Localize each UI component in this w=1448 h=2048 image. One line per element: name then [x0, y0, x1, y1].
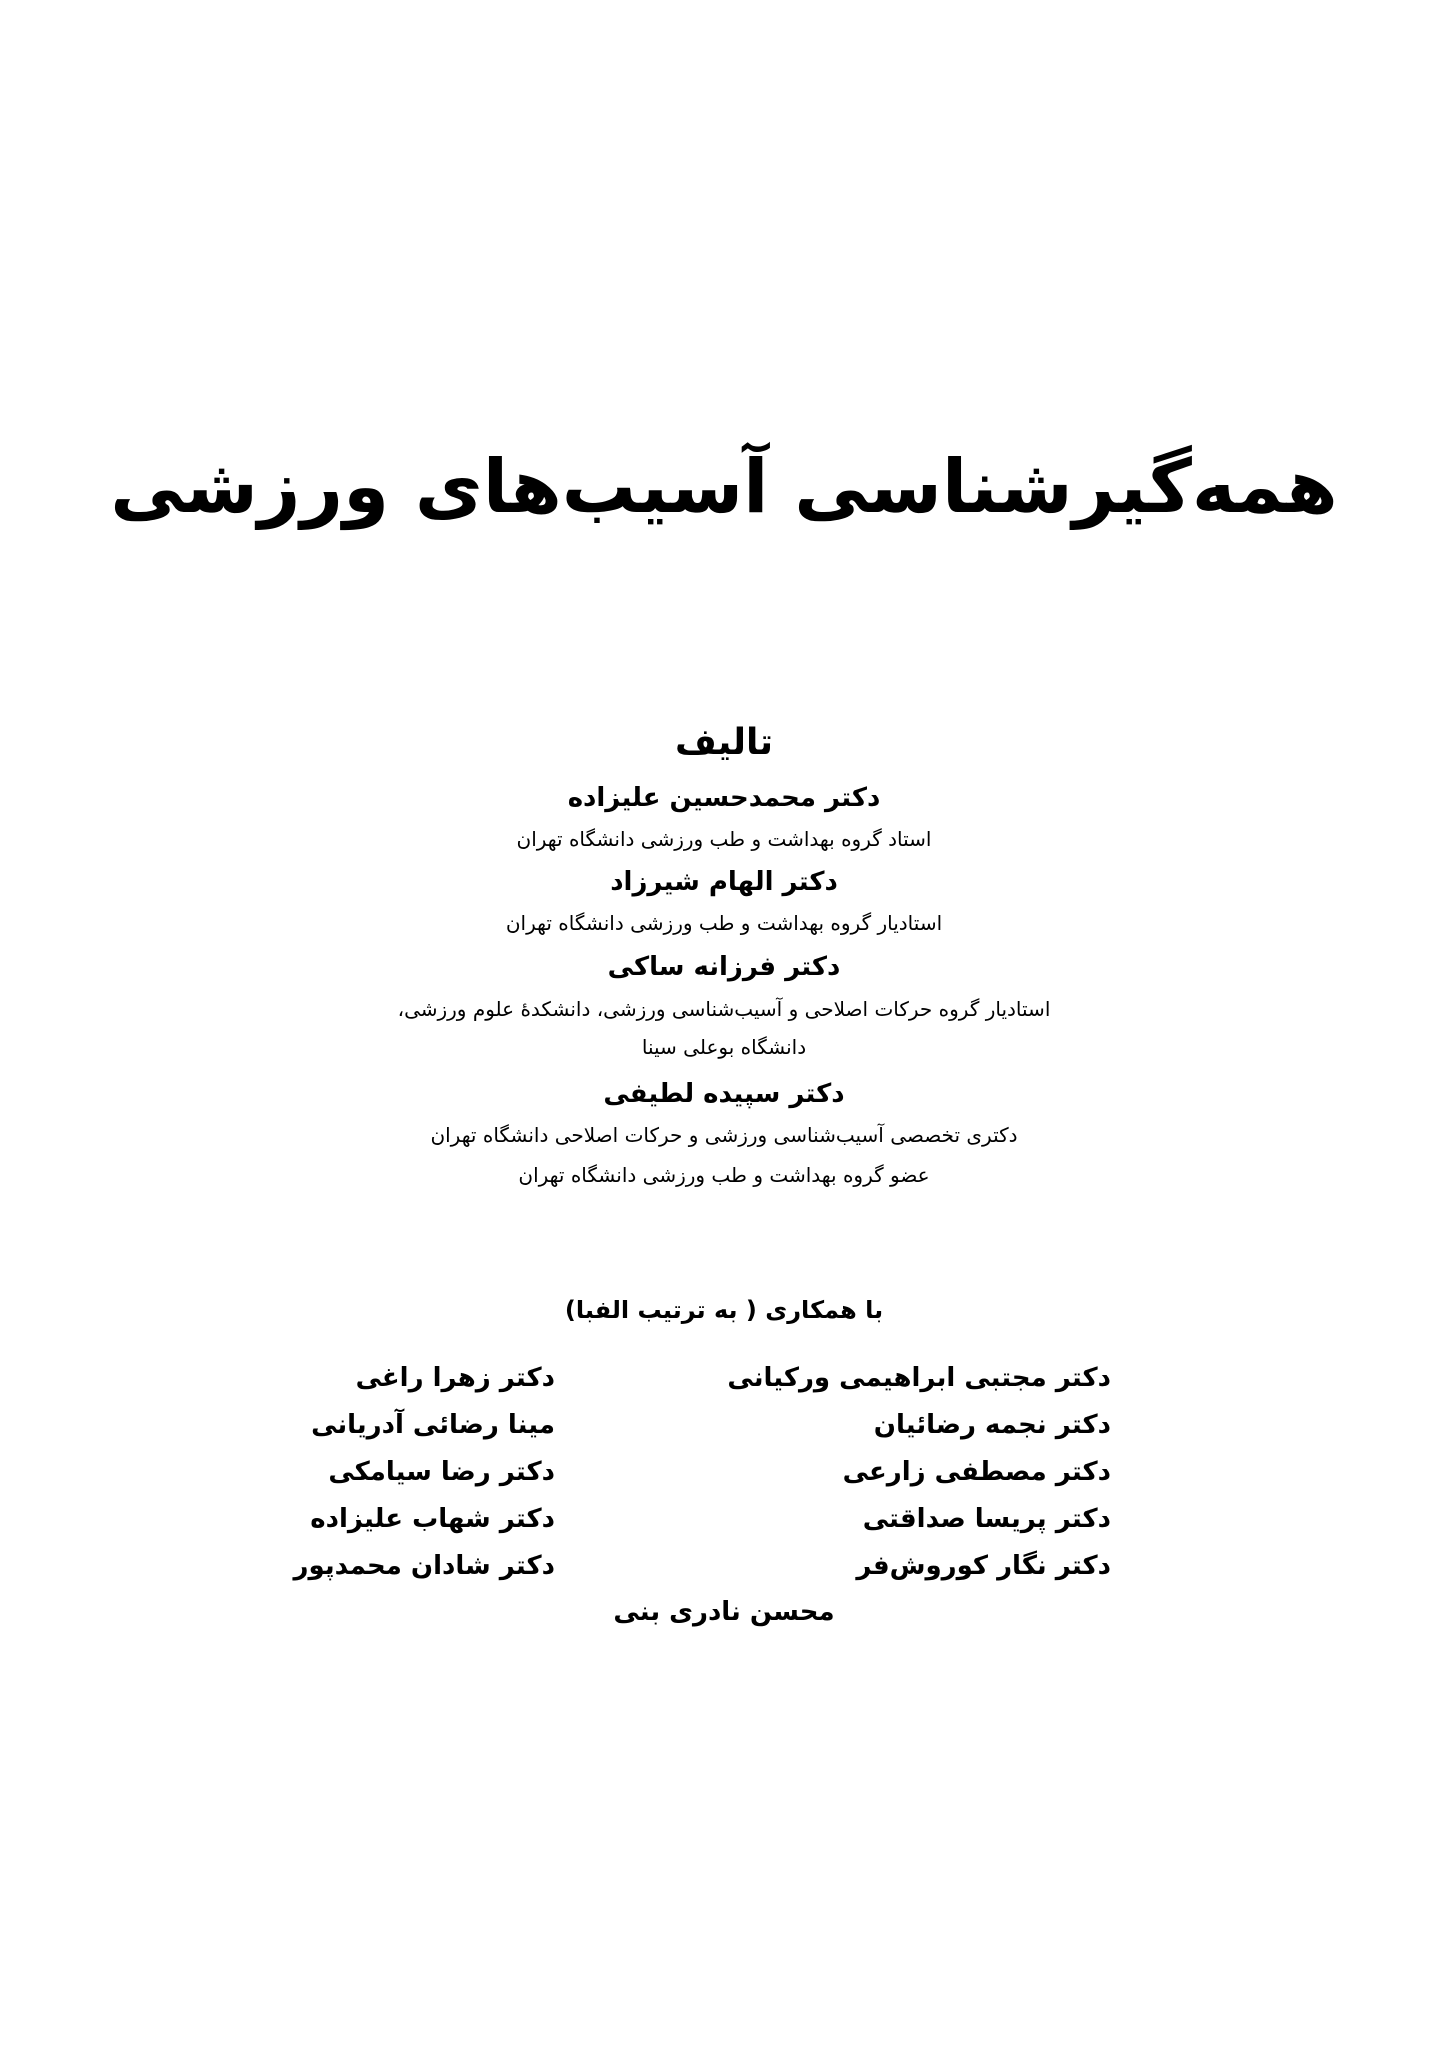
collaborators-right-column	[727, 1355, 1111, 1590]
collaborator-name: دکتر زهرا راغی	[355, 1363, 555, 1393]
collaborator-name: دکتر شادان محمدپور	[293, 1551, 555, 1581]
collaboration-heading: با همکاری ( به ترتیب الفبا)	[564, 1296, 884, 1324]
author-name: دکتر الهام شیرزاد	[610, 867, 838, 897]
collaborator-name: دکتر شهاب علیزاده	[310, 1504, 555, 1534]
collaborator-name-centered: محسن نادری بنی	[613, 1597, 835, 1627]
author-name: دکتر سپیده لطیفی	[603, 1079, 845, 1109]
author-name: دکتر فرزانه ساکی	[607, 952, 841, 982]
author-affiliation: استادیار گروه حرکات اصلاحی و آسیب‌شناسی ورزشی، دانشکدهٔ علوم ورزشی،	[397, 997, 1051, 1021]
collaborator-name: دکتر رضا سیامکی	[328, 1457, 555, 1487]
authored-by-heading: تالیف	[674, 722, 774, 763]
collaborators-left-column	[294, 1355, 555, 1590]
collaborator-name: دکتر مصطفی زارعی	[842, 1457, 1111, 1487]
collaborator-name: دکتر مجتبی ابراهیمی ورکیانی	[727, 1363, 1111, 1393]
author-affiliation: استادیار گروه بهداشت و طب ورزشی دانشگاه تهران	[505, 911, 943, 935]
author-affiliation: دکتری تخصصی آسیب‌شناسی ورزشی و حرکات اصلاحی دانشگاه تهران	[430, 1123, 1018, 1147]
collaborator-name: دکتر نگار کوروش‌فر	[856, 1551, 1111, 1581]
author-affiliation: دانشگاه بوعلی سینا	[641, 1035, 807, 1059]
collaborator-name: مینا رضائی آدریانی	[311, 1410, 555, 1440]
author-affiliation: عضو گروه بهداشت و طب ورزشی دانشگاه تهران	[518, 1163, 930, 1187]
collaborator-name: دکتر پریسا صداقتی	[862, 1504, 1111, 1534]
book-title: همه‌گیرشناسی آسیب‌های ورزشی	[110, 444, 1338, 530]
collaborator-name: دکتر نجمه رضائیان	[873, 1410, 1111, 1440]
author-name: دکتر محمدحسین علیزاده	[567, 783, 881, 813]
author-affiliation: استاد گروه بهداشت و طب ورزشی دانشگاه تهران	[516, 827, 932, 851]
